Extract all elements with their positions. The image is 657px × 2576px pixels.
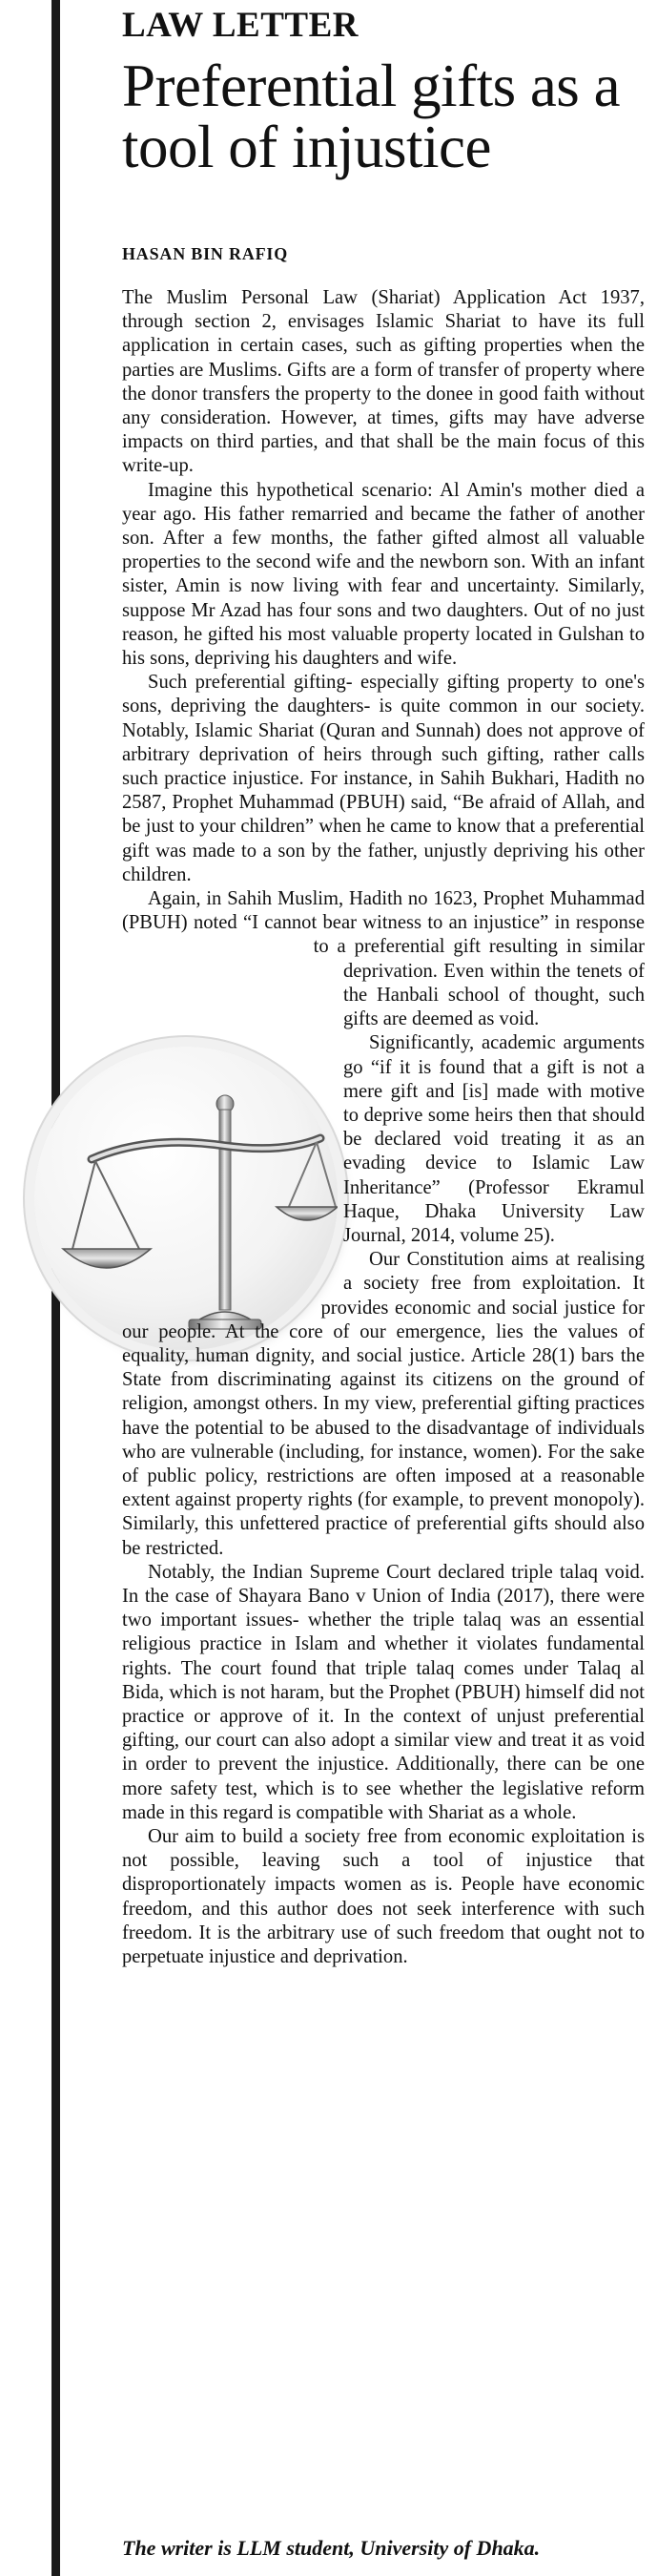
- byline: HASAN BIN RAFIQ: [122, 244, 289, 263]
- paragraph-4: Again, in Sahih Muslim, Hadith no 1623, Prophet Muhammad (PBUH) noted “I cannot bear witness to an injustice” in response to a preferential gift resulting in similar deprivation. Even within the tenets of the Hanbali school of thought, such gifts are deemed as void.: [122, 888, 645, 1030]
- paragraph-1: The Muslim Personal Law (Shariat) Application Act 1937, through section 2, envisages Islamic Shariat to have its full application in certain cases, such as gifting properties when the parties are Muslims. Gifts are a form of transfer of property where the donor transfers the property to the donee in good faith without any consideration. However, at times, gifts may have adverse impacts on third parties, and that shall be the main focus of this write-up.: [122, 287, 645, 477]
- paragraph-5: Significantly, academic arguments go “if it is found that a gift is not a mere gift and [is] made with motive to deprive some heirs then that should be declared void treating it as an evading device to Islamic Law Inheritance” (Professor Ekramul Haque, Dhaka University Law Journal, 2014, volume 25).: [343, 1032, 645, 1246]
- paragraph-7: Notably, the Indian Supreme Court declared triple talaq void. In the case of Shayara Bano v Union of India (2017), there were two important issues- whether the triple talaq was an essential religious practice in Islam and whether it violates fundamental rights. The court found that triple talaq comes under Talaq al Bida, which is not haram, but the Prophet (PBUH) himself did not practice or approve of it. In the context of unjust preferential gifting, our court can also adopt a similar view and treat it as void in order to prevent the injustice. Additionally, there can be one more safety test, which is to see whether the legislative reform made in this regard is compatible with Shariat as a whole.: [122, 1561, 645, 1823]
- paragraph-6: Our Constitution aims at realising a society free from exploitation. It provides economic and social justice for our people. At the core of our emergence, lies the values of equality, human dignity, and social justice. Article 28(1) bars the State from discriminating against its citizens on the ground of religion, amongst others. In my view, preferential gifting practices have the potential to be abused to the disadvantage of individuals who are vulnerable (including, for instance, women). For the sake of public policy, restrictions are often imposed at a reasonable extent against property rights (for example, to prevent monopoly). Similarly, this unfettered practice of preferential gifts should also be restricted.: [122, 1249, 645, 1559]
- paragraph-8: Our aim to build a society free from economic exploitation is not possible, leaving such a tool of injustice that disproportionately impacts women as is. People have economic freedom, and this author does not seek interference with such freedom. It is the arbitrary use of such freedom that ought not to perpetuate injustice and deprivation.: [122, 1826, 645, 1968]
- author-note: The writer is LLM student, University of Dhaka.: [122, 2536, 541, 2560]
- paragraph-2: Imagine this hypothetical scenario: Al Amin's mother died a year ago. His father remarried and became the father of another son. After a few months, the father gifted almost all valuable properties to the second wife and the newborn son. With an infant sister, Amin is now living with fear and uncertainty. Similarly, suppose Mr Azad has four sons and two daughters. Out of no just reason, he gifted his most valuable property located in Gulshan to his sons, depriving his daughters and wife.: [122, 479, 645, 670]
- section-label: LAW LETTER: [122, 6, 359, 45]
- article-body: [122, 286, 645, 1969]
- paragraph-3: Such preferential gifting- especially gifting property to one's sons, depriving the daughters- is quite common in our society. Notably, Islamic Shariat (Quran and Sunnah) does not approve of arbitrary deprivation of heirs through such gifting, rather calls such practice injustice. For instance, in Sahih Bukhari, Hadith no 2587, Prophet Muhammad (PBUH) said, “Be afraid of Allah, and be just to your children” when he came to know that a preferential gift was made to a son by the father, unjustly depriving his other children.: [122, 672, 645, 885]
- headline: Preferential gifts as a tool of injustice: [122, 52, 621, 181]
- image-wrap-space: [122, 887, 343, 1372]
